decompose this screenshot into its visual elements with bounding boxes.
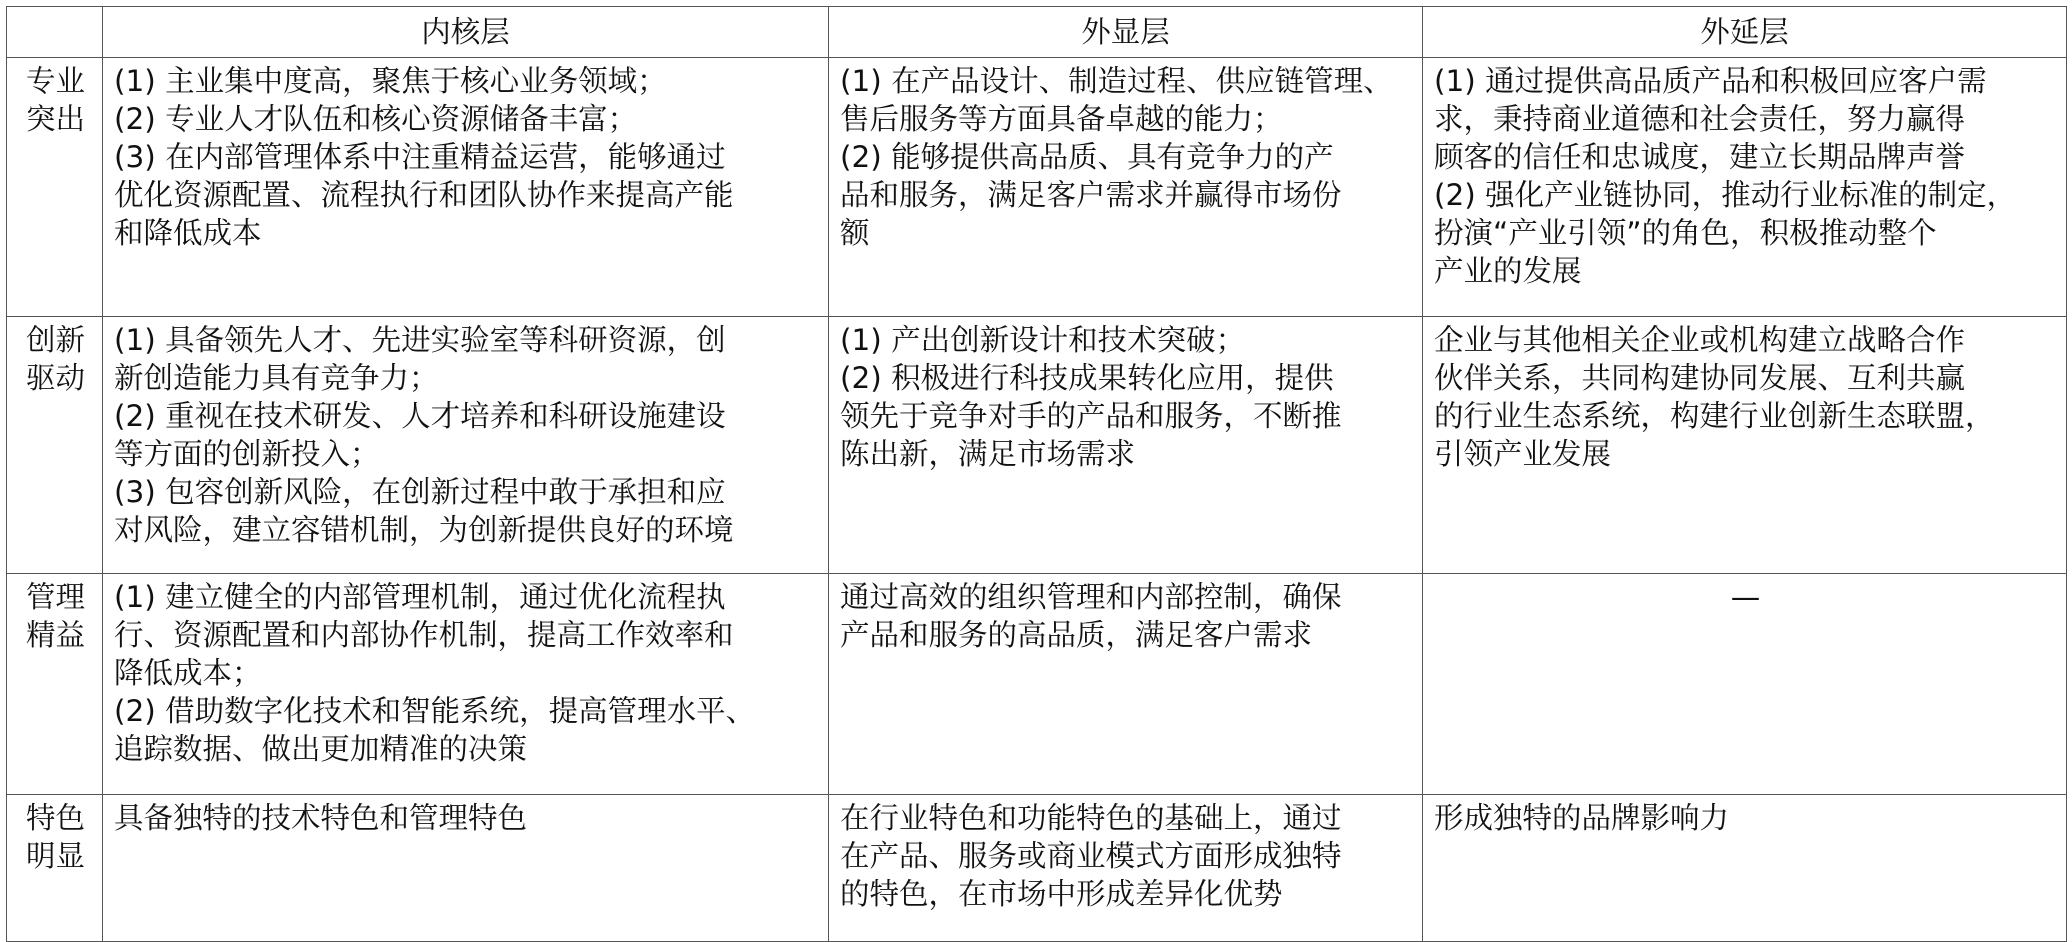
header-inner-layer: 内核层 <box>103 7 829 58</box>
cell-line: 等方面的创新投入； <box>114 437 380 471</box>
cell-line: 和降低成本 <box>114 216 262 250</box>
cell-line: (2) 专业人才队伍和核心资源储备丰富； <box>114 102 638 136</box>
cell-line: 的行业生态系统，构建行业创新生态联盟， <box>1434 399 1995 433</box>
cell-line: (1) 建立健全的内部管理机制，通过优化流程执 <box>114 580 726 614</box>
cell-line: (2) 强化产业链协同，推动行业标准的制定， <box>1434 178 2017 212</box>
cell-line: 领先于竞争对手的产品和服务，不断推 <box>840 399 1342 433</box>
cell-line: (3) 包容创新风险，在创新过程中敢于承担和应 <box>114 475 726 509</box>
cell-line: (1) 具备领先人才、先进实验室等科研资源，创 <box>114 323 726 357</box>
cell-line: 优化资源配置、流程执行和团队协作来提高产能 <box>114 178 734 212</box>
cell-inner <box>103 795 829 942</box>
row-label-line: 管理 <box>25 580 85 614</box>
cell-line: 售后服务等方面具备卓越的能力； <box>840 102 1283 136</box>
header-corner <box>7 7 103 58</box>
cell-line: 在产品、服务或商业模式方面形成独特 <box>840 839 1342 873</box>
cell-line: 顾客的信任和忠诚度，建立长期品牌声誉 <box>1434 140 1966 174</box>
header-row <box>7 7 2067 58</box>
cell-line: 在行业特色和功能特色的基础上，通过 <box>840 801 1342 835</box>
row-label-innovation <box>7 317 103 574</box>
cell-outer <box>829 574 1423 795</box>
row-label-line: 精益 <box>25 618 85 652</box>
table-row <box>7 58 2067 317</box>
table-row <box>7 317 2067 574</box>
cell-line: 扮演“产业引领”的角色，积极推动整个 <box>1434 216 1937 250</box>
cell-line: 具备独特的技术特色和管理特色 <box>114 801 528 835</box>
cell-outer <box>829 795 1423 942</box>
cell-inner <box>103 58 829 317</box>
cell-inner <box>103 317 829 574</box>
cell-line: 降低成本； <box>114 656 262 690</box>
cell-line: 的特色，在市场中形成差异化优势 <box>840 877 1283 911</box>
cell-line: 形成独特的品牌影响力 <box>1434 801 1730 835</box>
cell-line: (2) 借助数字化技术和智能系统，提高管理水平、 <box>114 694 756 728</box>
cell-line: 求，秉持商业道德和社会责任，努力赢得 <box>1434 102 1966 136</box>
cell-line: 通过高效的组织管理和内部控制，确保 <box>840 580 1342 614</box>
cell-line: (2) 能够提供高品质、具有竞争力的产 <box>840 140 1334 174</box>
cell-line: 产品和服务的高品质，满足客户需求 <box>840 618 1313 652</box>
row-label-lean-management <box>7 574 103 795</box>
cell-line: 品和服务，满足客户需求并赢得市场份 <box>840 178 1342 212</box>
table-row <box>7 795 2067 942</box>
cell-line: (1) 通过提供高品质产品和积极回应客户需 <box>1434 64 1987 98</box>
row-label-distinctive <box>7 795 103 942</box>
row-label-line: 特色 <box>25 801 85 835</box>
cell-line: 追踪数据、做出更加精准的决策 <box>114 732 528 766</box>
cell-line: 伙伴关系，共同构建协同发展、互利共赢 <box>1434 361 1966 395</box>
cell-line: 新创造能力具有竞争力； <box>114 361 439 395</box>
cell-line: (1) 产出创新设计和技术突破； <box>840 323 1246 357</box>
row-label-specialized <box>7 58 103 317</box>
cell-line: 引领产业发展 <box>1434 437 1612 471</box>
cell-outer <box>829 317 1423 574</box>
cell-inner <box>103 574 829 795</box>
header-extension-layer: 外延层 <box>1423 7 2067 58</box>
header-outer-layer: 外显层 <box>829 7 1423 58</box>
cell-line: 企业与其他相关企业或机构建立战略合作 <box>1434 323 1966 357</box>
cell-outer <box>829 58 1423 317</box>
cell-line: (1) 在产品设计、制造过程、供应链管理、 <box>840 64 1393 98</box>
row-label-line: 突出 <box>25 102 85 136</box>
em-dash: — <box>1730 580 1761 614</box>
cell-line: (1) 主业集中度高，聚焦于核心业务领域； <box>114 64 667 98</box>
row-label-line: 专业 <box>25 64 85 98</box>
cell-line: 产业的发展 <box>1434 254 1582 288</box>
comparison-table <box>6 6 2067 942</box>
cell-extension-empty <box>1423 574 2067 795</box>
cell-line: 陈出新，满足市场需求 <box>840 437 1136 471</box>
row-label-line: 创新 <box>25 323 85 357</box>
cell-line: (3) 在内部管理体系中注重精益运营，能够通过 <box>114 140 726 174</box>
row-label-line: 明显 <box>25 839 85 873</box>
cell-extension <box>1423 317 2067 574</box>
table-row <box>7 574 2067 795</box>
cell-line: (2) 重视在技术研发、人才培养和科研设施建设 <box>114 399 726 433</box>
row-label-line: 驱动 <box>25 361 85 395</box>
cell-extension <box>1423 795 2067 942</box>
cell-line: 行、资源配置和内部协作机制，提高工作效率和 <box>114 618 734 652</box>
cell-extension <box>1423 58 2067 317</box>
cell-line: (2) 积极进行科技成果转化应用，提供 <box>840 361 1334 395</box>
cell-line: 对风险，建立容错机制，为创新提供良好的环境 <box>114 513 734 547</box>
cell-line: 额 <box>840 216 870 250</box>
